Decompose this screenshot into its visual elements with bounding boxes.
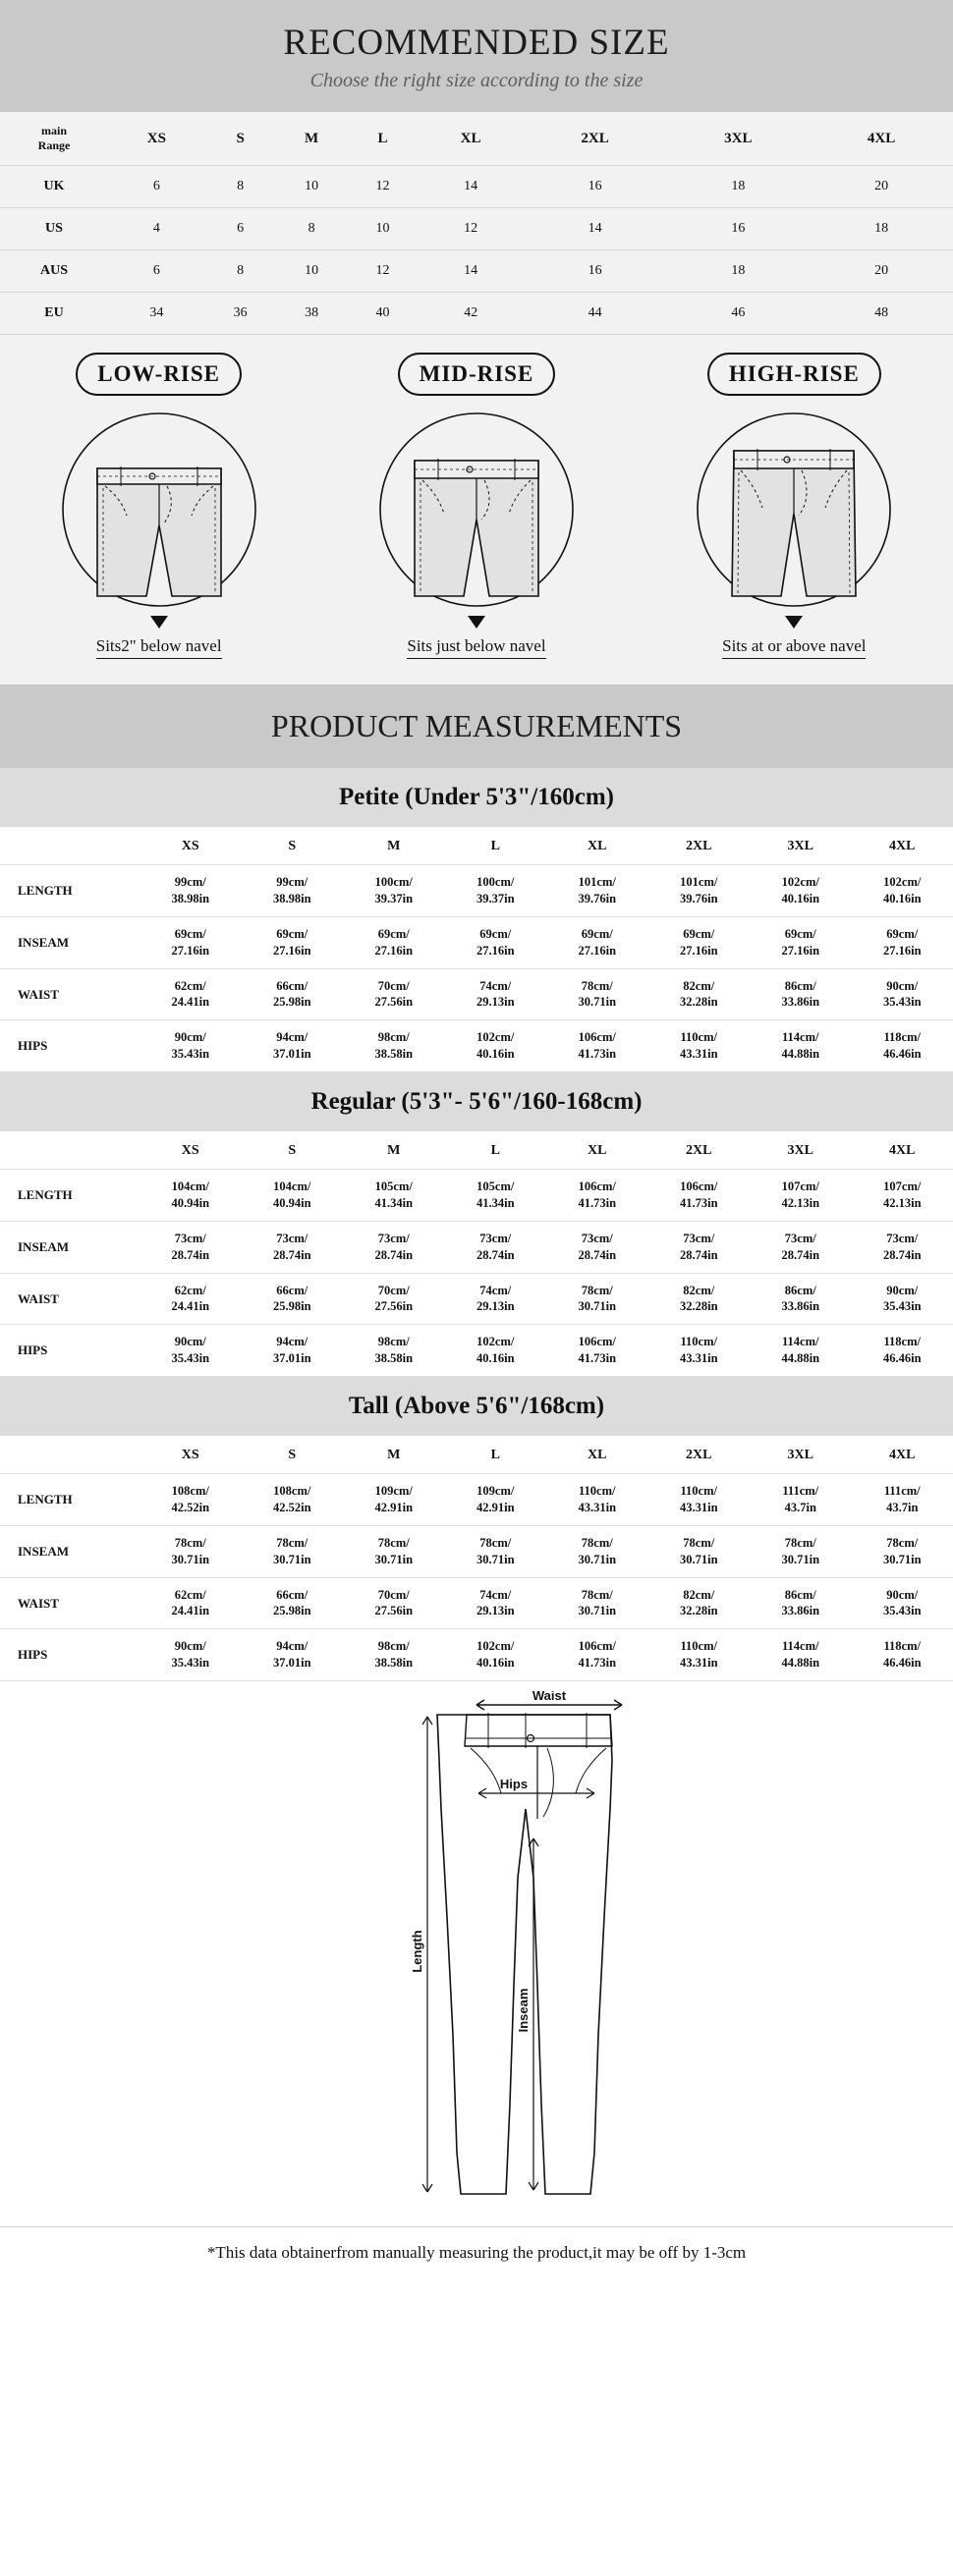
regular-col-2xl: 2XL bbox=[648, 1131, 751, 1170]
regular-waist-m: 70cm/ 27.56in bbox=[343, 1273, 445, 1325]
regular-waist-2xl: 82cm/ 32.28in bbox=[648, 1273, 751, 1325]
cell-us-m: 8 bbox=[276, 208, 348, 250]
petite-inseam-3xl: 69cm/ 27.16in bbox=[750, 916, 852, 968]
tall-length-3xl: 111cm/ 43.7in bbox=[750, 1474, 852, 1526]
table-row bbox=[0, 1325, 953, 1377]
cell-eu-2xl: 44 bbox=[524, 293, 667, 335]
petite-waist-m: 70cm/ 27.56in bbox=[343, 968, 445, 1020]
high-rise-illustration bbox=[646, 410, 941, 616]
table-row bbox=[0, 1525, 953, 1577]
regular-col-l: L bbox=[445, 1131, 547, 1170]
low-rise-arrow-icon bbox=[150, 616, 168, 629]
tall-inseam-m: 78cm/ 30.71in bbox=[343, 1525, 445, 1577]
column-header-2xl: 2XL bbox=[524, 112, 667, 166]
cell-eu-4xl: 48 bbox=[810, 293, 953, 335]
tall-waist-xl: 78cm/ 30.71in bbox=[546, 1577, 648, 1629]
regular-row-label-length: LENGTH bbox=[0, 1170, 140, 1222]
tall-corner bbox=[0, 1436, 140, 1474]
cell-uk-4xl: 20 bbox=[810, 166, 953, 208]
group-title-tall: Tall (Above 5'6"/168cm) bbox=[0, 1377, 953, 1436]
regular-col-xl: XL bbox=[546, 1131, 648, 1170]
cell-aus-xs: 6 bbox=[108, 250, 205, 293]
tall-hips-xl: 106cm/ 41.73in bbox=[546, 1629, 648, 1681]
regular-hips-s: 94cm/ 37.01in bbox=[242, 1325, 344, 1377]
column-header-s: S bbox=[205, 112, 276, 166]
petite-length-l: 100cm/ 39.37in bbox=[445, 865, 547, 917]
regular-waist-xs: 62cm/ 24.41in bbox=[140, 1273, 242, 1325]
tall-length-2xl: 110cm/ 43.31in bbox=[648, 1474, 751, 1526]
petite-waist-4xl: 90cm/ 35.43in bbox=[852, 968, 953, 1020]
petite-length-m: 100cm/ 39.37in bbox=[343, 865, 445, 917]
cell-aus-3xl: 18 bbox=[666, 250, 810, 293]
tall-inseam-s: 78cm/ 30.71in bbox=[242, 1525, 344, 1577]
table-row bbox=[0, 1577, 953, 1629]
regular-waist-4xl: 90cm/ 35.43in bbox=[852, 1273, 953, 1325]
cell-eu-m: 38 bbox=[276, 293, 348, 335]
rise-caption-low: Sits2" below navel bbox=[96, 636, 222, 659]
table-header-row bbox=[0, 1131, 953, 1170]
column-header-xs: XS bbox=[108, 112, 205, 166]
petite-col-s: S bbox=[242, 827, 344, 865]
tall-col-2xl: 2XL bbox=[648, 1436, 751, 1474]
petite-hips-s: 94cm/ 37.01in bbox=[242, 1020, 344, 1072]
column-header-3xl: 3XL bbox=[666, 112, 810, 166]
petite-inseam-2xl: 69cm/ 27.16in bbox=[648, 916, 751, 968]
rise-option-high bbox=[646, 353, 941, 659]
cell-eu-s: 36 bbox=[205, 293, 276, 335]
petite-length-3xl: 102cm/ 40.16in bbox=[750, 865, 852, 917]
tall-col-l: L bbox=[445, 1436, 547, 1474]
rise-row bbox=[0, 353, 953, 659]
tall-inseam-2xl: 78cm/ 30.71in bbox=[648, 1525, 751, 1577]
table-header-row bbox=[0, 1436, 953, 1474]
tall-length-xl: 110cm/ 43.31in bbox=[546, 1474, 648, 1526]
regular-inseam-s: 73cm/ 28.74in bbox=[242, 1221, 344, 1273]
tall-col-xl: XL bbox=[546, 1436, 648, 1474]
low-rise-illustration bbox=[12, 410, 307, 616]
regular-hips-2xl: 110cm/ 43.31in bbox=[648, 1325, 751, 1377]
table-row bbox=[0, 166, 953, 208]
regular-row-label-inseam: INSEAM bbox=[0, 1221, 140, 1273]
tall-hips-l: 102cm/ 40.16in bbox=[445, 1629, 547, 1681]
cell-us-2xl: 14 bbox=[524, 208, 667, 250]
table-row bbox=[0, 1474, 953, 1526]
regular-table-head bbox=[0, 1131, 953, 1170]
regular-hips-l: 102cm/ 40.16in bbox=[445, 1325, 547, 1377]
petite-hips-xs: 90cm/ 35.43in bbox=[140, 1020, 242, 1072]
tall-hips-3xl: 114cm/ 44.88in bbox=[750, 1629, 852, 1681]
tall-length-m: 109cm/ 42.91in bbox=[343, 1474, 445, 1526]
rise-option-mid bbox=[329, 353, 624, 659]
regular-corner bbox=[0, 1131, 140, 1170]
waist-label-text: Waist bbox=[532, 1691, 567, 1703]
regular-hips-xs: 90cm/ 35.43in bbox=[140, 1325, 242, 1377]
petite-inseam-xl: 69cm/ 27.16in bbox=[546, 916, 648, 968]
length-label-text: Length bbox=[410, 1930, 424, 1973]
tall-inseam-3xl: 78cm/ 30.71in bbox=[750, 1525, 852, 1577]
tall-waist-l: 74cm/ 29.13in bbox=[445, 1577, 547, 1629]
cell-eu-3xl: 46 bbox=[666, 293, 810, 335]
cell-us-4xl: 18 bbox=[810, 208, 953, 250]
rise-label-high: HIGH-RISE bbox=[707, 353, 881, 396]
tall-row-label-waist: WAIST bbox=[0, 1577, 140, 1629]
petite-inseam-4xl: 69cm/ 27.16in bbox=[852, 916, 953, 968]
petite-col-xl: XL bbox=[546, 827, 648, 865]
column-header-4xl: 4XL bbox=[810, 112, 953, 166]
petite-waist-xl: 78cm/ 30.71in bbox=[546, 968, 648, 1020]
tall-table-body bbox=[0, 1474, 953, 1681]
regular-length-xl: 106cm/ 41.73in bbox=[546, 1170, 648, 1222]
product-measurements-header: PRODUCT MEASUREMENTS bbox=[0, 685, 953, 768]
table-row bbox=[0, 1629, 953, 1681]
petite-hips-m: 98cm/ 38.58in bbox=[343, 1020, 445, 1072]
regular-inseam-xl: 73cm/ 28.74in bbox=[546, 1221, 648, 1273]
measurements-table-petite bbox=[0, 827, 953, 1072]
table-row bbox=[0, 1020, 953, 1072]
tall-waist-3xl: 86cm/ 33.86in bbox=[750, 1577, 852, 1629]
tall-length-s: 108cm/ 42.52in bbox=[242, 1474, 344, 1526]
table-row bbox=[0, 1221, 953, 1273]
tall-length-xs: 108cm/ 42.52in bbox=[140, 1474, 242, 1526]
corner-label-line2: Range bbox=[37, 138, 71, 152]
petite-length-xl: 101cm/ 39.76in bbox=[546, 865, 648, 917]
petite-length-4xl: 102cm/ 40.16in bbox=[852, 865, 953, 917]
petite-inseam-s: 69cm/ 27.16in bbox=[242, 916, 344, 968]
regular-inseam-2xl: 73cm/ 28.74in bbox=[648, 1221, 751, 1273]
disclaimer-note: *This data obtainerfrom manually measuring the product,it may be off by 1-3cm bbox=[0, 2226, 953, 2284]
tall-hips-m: 98cm/ 38.58in bbox=[343, 1629, 445, 1681]
petite-row-label-hips: HIPS bbox=[0, 1020, 140, 1072]
measurements-table-tall bbox=[0, 1436, 953, 1681]
rise-caption-high: Sits at or above navel bbox=[722, 636, 866, 659]
regular-col-m: M bbox=[343, 1131, 445, 1170]
regular-col-4xl: 4XL bbox=[852, 1131, 953, 1170]
petite-waist-s: 66cm/ 25.98in bbox=[242, 968, 344, 1020]
petite-hips-4xl: 118cm/ 46.46in bbox=[852, 1020, 953, 1072]
regular-inseam-3xl: 73cm/ 28.74in bbox=[750, 1221, 852, 1273]
petite-table-head bbox=[0, 827, 953, 865]
petite-waist-xs: 62cm/ 24.41in bbox=[140, 968, 242, 1020]
regular-length-s: 104cm/ 40.94in bbox=[242, 1170, 344, 1222]
cell-aus-s: 8 bbox=[205, 250, 276, 293]
petite-hips-2xl: 110cm/ 43.31in bbox=[648, 1020, 751, 1072]
tall-inseam-xl: 78cm/ 30.71in bbox=[546, 1525, 648, 1577]
column-header-xl: XL bbox=[419, 112, 524, 166]
petite-col-xs: XS bbox=[140, 827, 242, 865]
rise-caption-mid: Sits just below navel bbox=[407, 636, 545, 659]
tall-hips-4xl: 118cm/ 46.46in bbox=[852, 1629, 953, 1681]
size-table-corner bbox=[0, 112, 108, 166]
tall-row-label-hips: HIPS bbox=[0, 1629, 140, 1681]
regular-hips-m: 98cm/ 38.58in bbox=[343, 1325, 445, 1377]
corner-label-line1: main bbox=[40, 124, 67, 137]
cell-eu-xl: 42 bbox=[419, 293, 524, 335]
cell-us-l: 10 bbox=[348, 208, 419, 250]
tall-col-xs: XS bbox=[140, 1436, 242, 1474]
column-header-l: L bbox=[348, 112, 419, 166]
tall-inseam-l: 78cm/ 30.71in bbox=[445, 1525, 547, 1577]
regular-inseam-m: 73cm/ 28.74in bbox=[343, 1221, 445, 1273]
cell-uk-xs: 6 bbox=[108, 166, 205, 208]
group-title-petite: Petite (Under 5'3"/160cm) bbox=[0, 768, 953, 827]
petite-waist-l: 74cm/ 29.13in bbox=[445, 968, 547, 1020]
regular-col-s: S bbox=[242, 1131, 344, 1170]
tall-col-s: S bbox=[242, 1436, 344, 1474]
tall-hips-s: 94cm/ 37.01in bbox=[242, 1629, 344, 1681]
regular-length-2xl: 106cm/ 41.73in bbox=[648, 1170, 751, 1222]
table-row bbox=[0, 968, 953, 1020]
cell-us-xs: 4 bbox=[108, 208, 205, 250]
regular-waist-3xl: 86cm/ 33.86in bbox=[750, 1273, 852, 1325]
high-rise-arrow-icon bbox=[785, 616, 803, 629]
cell-uk-s: 8 bbox=[205, 166, 276, 208]
inseam-label-text: Inseam bbox=[516, 1988, 531, 2033]
hips-label-text: Hips bbox=[499, 1777, 529, 1791]
regular-inseam-xs: 73cm/ 28.74in bbox=[140, 1221, 242, 1273]
group-title-regular: Regular (5'3"- 5'6"/160-168cm) bbox=[0, 1072, 953, 1131]
cell-uk-2xl: 16 bbox=[524, 166, 667, 208]
rise-label-low: LOW-RISE bbox=[76, 353, 242, 396]
petite-hips-3xl: 114cm/ 44.88in bbox=[750, 1020, 852, 1072]
petite-col-2xl: 2XL bbox=[648, 827, 751, 865]
tall-length-l: 109cm/ 42.91in bbox=[445, 1474, 547, 1526]
petite-length-xs: 99cm/ 38.98in bbox=[140, 865, 242, 917]
tall-inseam-4xl: 78cm/ 30.71in bbox=[852, 1525, 953, 1577]
table-row bbox=[0, 916, 953, 968]
regular-length-m: 105cm/ 41.34in bbox=[343, 1170, 445, 1222]
petite-table-body bbox=[0, 865, 953, 1072]
regular-length-xs: 104cm/ 40.94in bbox=[140, 1170, 242, 1222]
petite-col-4xl: 4XL bbox=[852, 827, 953, 865]
petite-length-2xl: 101cm/ 39.76in bbox=[648, 865, 751, 917]
cell-aus-4xl: 20 bbox=[810, 250, 953, 293]
row-label-us: US bbox=[0, 208, 108, 250]
column-header-m: M bbox=[276, 112, 348, 166]
cell-uk-xl: 14 bbox=[419, 166, 524, 208]
table-row bbox=[0, 293, 953, 335]
petite-length-s: 99cm/ 38.98in bbox=[242, 865, 344, 917]
tall-waist-2xl: 82cm/ 32.28in bbox=[648, 1577, 751, 1629]
measurement-diagram bbox=[0, 1681, 953, 2226]
tall-inseam-xs: 78cm/ 30.71in bbox=[140, 1525, 242, 1577]
petite-row-label-length: LENGTH bbox=[0, 865, 140, 917]
table-header-row bbox=[0, 112, 953, 166]
regular-col-3xl: 3XL bbox=[750, 1131, 852, 1170]
tall-row-label-inseam: INSEAM bbox=[0, 1525, 140, 1577]
petite-row-label-waist: WAIST bbox=[0, 968, 140, 1020]
rise-styles-section bbox=[0, 335, 953, 685]
page-title: RECOMMENDED SIZE bbox=[283, 23, 670, 63]
petite-inseam-xs: 69cm/ 27.16in bbox=[140, 916, 242, 968]
page-subtitle: Choose the right size according to the size bbox=[309, 70, 644, 91]
cell-eu-l: 40 bbox=[348, 293, 419, 335]
petite-hips-l: 102cm/ 40.16in bbox=[445, 1020, 547, 1072]
cell-eu-xs: 34 bbox=[108, 293, 205, 335]
petite-waist-3xl: 86cm/ 33.86in bbox=[750, 968, 852, 1020]
table-row bbox=[0, 1273, 953, 1325]
cell-us-3xl: 16 bbox=[666, 208, 810, 250]
rise-label-mid: MID-RISE bbox=[398, 353, 556, 396]
row-label-uk: UK bbox=[0, 166, 108, 208]
row-label-eu: EU bbox=[0, 293, 108, 335]
row-label-aus: AUS bbox=[0, 250, 108, 293]
regular-inseam-4xl: 73cm/ 28.74in bbox=[852, 1221, 953, 1273]
tall-col-m: M bbox=[343, 1436, 445, 1474]
tall-waist-s: 66cm/ 25.98in bbox=[242, 1577, 344, 1629]
petite-waist-2xl: 82cm/ 32.28in bbox=[648, 968, 751, 1020]
tall-length-4xl: 111cm/ 43.7in bbox=[852, 1474, 953, 1526]
tall-col-3xl: 3XL bbox=[750, 1436, 852, 1474]
tall-table-head bbox=[0, 1436, 953, 1474]
tall-col-4xl: 4XL bbox=[852, 1436, 953, 1474]
recommended-size-table bbox=[0, 112, 953, 335]
size-table-body bbox=[0, 166, 953, 335]
tall-waist-4xl: 90cm/ 35.43in bbox=[852, 1577, 953, 1629]
regular-hips-xl: 106cm/ 41.73in bbox=[546, 1325, 648, 1377]
regular-col-xs: XS bbox=[140, 1131, 242, 1170]
table-header-row bbox=[0, 827, 953, 865]
regular-waist-l: 74cm/ 29.13in bbox=[445, 1273, 547, 1325]
tall-hips-xs: 90cm/ 35.43in bbox=[140, 1629, 242, 1681]
petite-hips-xl: 106cm/ 41.73in bbox=[546, 1020, 648, 1072]
regular-length-l: 105cm/ 41.34in bbox=[445, 1170, 547, 1222]
regular-row-label-waist: WAIST bbox=[0, 1273, 140, 1325]
regular-length-4xl: 107cm/ 42.13in bbox=[852, 1170, 953, 1222]
regular-waist-s: 66cm/ 25.98in bbox=[242, 1273, 344, 1325]
table-row bbox=[0, 250, 953, 293]
petite-col-m: M bbox=[343, 827, 445, 865]
cell-us-s: 6 bbox=[205, 208, 276, 250]
tall-row-label-length: LENGTH bbox=[0, 1474, 140, 1526]
petite-inseam-l: 69cm/ 27.16in bbox=[445, 916, 547, 968]
cell-aus-l: 12 bbox=[348, 250, 419, 293]
tall-hips-2xl: 110cm/ 43.31in bbox=[648, 1629, 751, 1681]
cell-aus-xl: 14 bbox=[419, 250, 524, 293]
regular-table-body bbox=[0, 1170, 953, 1377]
petite-corner bbox=[0, 827, 140, 865]
tall-waist-xs: 62cm/ 24.41in bbox=[140, 1577, 242, 1629]
cell-uk-m: 10 bbox=[276, 166, 348, 208]
petite-row-label-inseam: INSEAM bbox=[0, 916, 140, 968]
table-row bbox=[0, 1170, 953, 1222]
size-table-head bbox=[0, 112, 953, 166]
cell-uk-3xl: 18 bbox=[666, 166, 810, 208]
rise-option-low bbox=[12, 353, 307, 659]
measurements-table-regular bbox=[0, 1131, 953, 1377]
petite-col-l: L bbox=[445, 827, 547, 865]
regular-length-3xl: 107cm/ 42.13in bbox=[750, 1170, 852, 1222]
cell-aus-m: 10 bbox=[276, 250, 348, 293]
cell-us-xl: 12 bbox=[419, 208, 524, 250]
cell-uk-l: 12 bbox=[348, 166, 419, 208]
cell-aus-2xl: 16 bbox=[524, 250, 667, 293]
mid-rise-illustration bbox=[329, 410, 624, 616]
table-row bbox=[0, 865, 953, 917]
regular-waist-xl: 78cm/ 30.71in bbox=[546, 1273, 648, 1325]
petite-inseam-m: 69cm/ 27.16in bbox=[343, 916, 445, 968]
recommended-size-header bbox=[0, 0, 953, 112]
tall-waist-m: 70cm/ 27.56in bbox=[343, 1577, 445, 1629]
petite-col-3xl: 3XL bbox=[750, 827, 852, 865]
regular-hips-3xl: 114cm/ 44.88in bbox=[750, 1325, 852, 1377]
regular-hips-4xl: 118cm/ 46.46in bbox=[852, 1325, 953, 1377]
mid-rise-arrow-icon bbox=[468, 616, 485, 629]
regular-inseam-l: 73cm/ 28.74in bbox=[445, 1221, 547, 1273]
regular-row-label-hips: HIPS bbox=[0, 1325, 140, 1377]
table-row bbox=[0, 208, 953, 250]
